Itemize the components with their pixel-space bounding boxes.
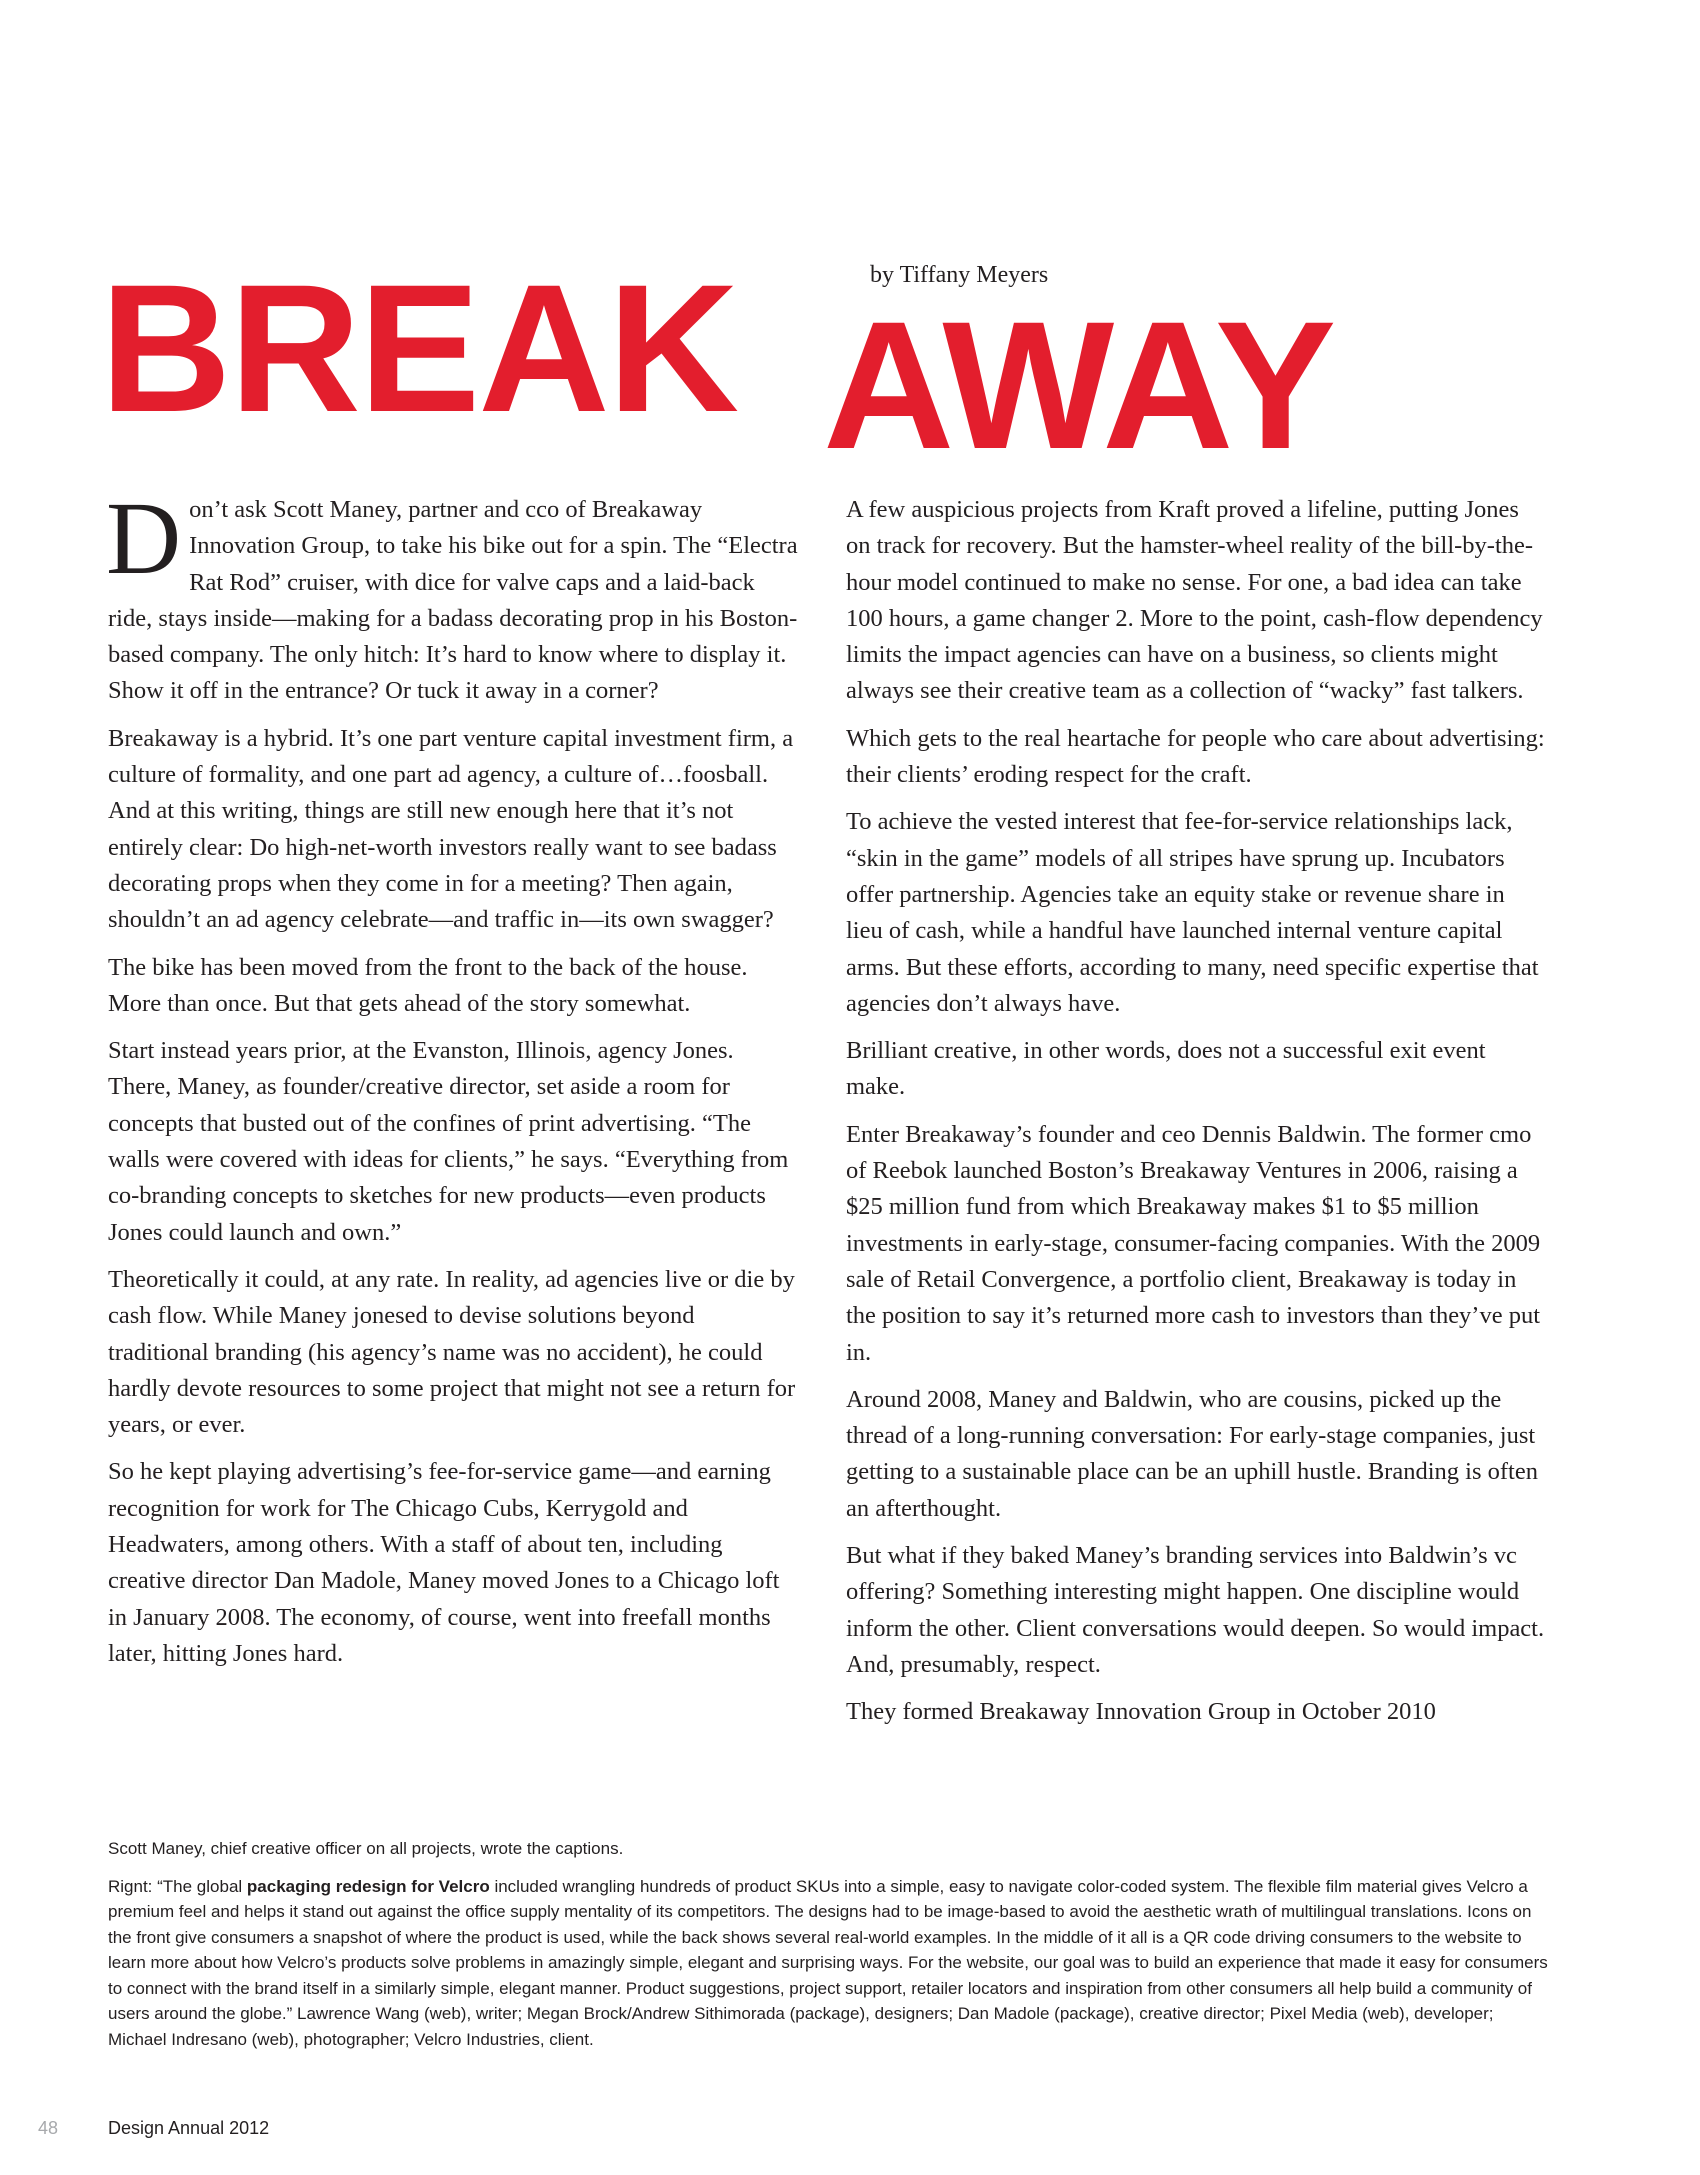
caption-block xyxy=(108,1836,1548,2064)
publication-name: Design Annual 2012 xyxy=(108,2118,270,2138)
caption-velcro xyxy=(108,1874,1548,2053)
article-paragraph xyxy=(106,481,798,710)
byline: by Tiffany Meyers xyxy=(870,262,1049,288)
headline-away: AWAY xyxy=(823,283,1335,487)
page-number: 48 xyxy=(38,2118,59,2138)
article-paragraph: Which gets to the real heartache for people who care about advertising: their clients’ eroding respect for the craft. xyxy=(846,724,1545,789)
article-left-column xyxy=(106,481,798,1683)
article-paragraph: They formed Breakaway Innovation Group in October 2010 xyxy=(846,1698,1436,1726)
article-paragraph: The bike has been moved from the front to the back of the house. More than once. But that gets ahead of the story somewhat. xyxy=(108,953,748,1017)
caption-prefix: Rignt: “The global xyxy=(108,1876,247,1896)
article-paragraph: Breakaway is a hybrid. It’s one part venture capital investment firm, a culture of formality, and one part ad agency, a culture of…foosball. And at this writing, things are still new enough here that it’s not entirely clear: Do high-net-worth investors really want to see badass decorating props when they come in for a meeting? Then again, shouldn’t an ad agency celebrate—and traffic in—its own swagger? xyxy=(108,724,794,934)
article-paragraph: A few auspicious projects from Kraft proved a lifeline, putting Jones on track for recovery. But the hamster-wheel reality of the bill-by-the-hour model continued to make no sense. For one, a bad idea can take 100 hours, a game changer 2. More to the point, cash-flow dependency limits the impact agencies can have on a business, so clients might always see their creative team as a collection of “wacky” fast talkers. xyxy=(846,496,1543,705)
article-paragraph: Start instead years prior, at the Evanston, Illinois, agency Jones. There, Maney, as founder/creative director, set aside a room for concepts that busted out of the confines of print advertising. “The walls were covered with ideas for clients,” he says. “Everything from co-branding concepts to sketches for new products—even products Jones could launch and own.” xyxy=(108,1037,789,1246)
article-paragraph: Brilliant creative, in other words, does not a successful exit event make. xyxy=(846,1037,1486,1101)
article-paragraph: To achieve the vested interest that fee-for-service relationships lack, “skin in the game” models of all stripes have sprung up. Incubators offer partnership. Agencies take an equity stake or revenue share in lieu of cash, while a handful have launched internal venture capital arms. But these efforts, according to many, need specific expertise that agencies don’t always have. xyxy=(846,808,1539,1017)
article-paragraph: Theoretically it could, at any rate. In reality, ad agencies live or die by cash flow. While Maney jonesed to devise solutions beyond traditional branding (his agency’s name was no accident), he could hardly devote resources to some project that might not see a return for years, or ever. xyxy=(108,1265,796,1439)
caption-body: included wrangling hundreds of product SKUs into a simple, easy to navigate color-coded system. The flexible film material gives Velcro a premium feel and helps it stand out against the office supply mentality of its competitors. The designs had to be image-based to avoid the aesthetic wrath of multilingual translations. Icons on the front give consumers a snapshot of where the product is used, while the back shows several real-world examples. In the middle of it all is a QR code driving consumers to the website to learn more about how Velcro’s products solve problems in amazingly simple, elegant and surprising ways. For the website, our goal was to build an experience that made it easy for consumers to connect with the brand itself in a similarly simple, elegant manner. Product suggestions, project support, retailer locators and inspiration from other consumers all help build a community of users around the globe.” Lawrence Wang (web), writer; Megan Brock/Andrew Sithimorada (package), designers; Dan Madole (package), creative director; Pixel Media (web), developer; Michael Indresano (web), photographer; Velcro Industries, client. xyxy=(108,1876,1548,2049)
article-right-column xyxy=(846,492,1546,1742)
article-paragraph-text: on’t ask Scott Maney, partner and cco of Breakaway Innovation Group, to take his bike out for a spin. The “Electra Rat Rod” cruiser, with dice for valve caps and a laid-back ride, stays inside—making for a badass decorating prop in his Boston-based company. The only hitch: It’s hard to know where to display it. Show it off in the entrance? Or tuck it away in a corner? xyxy=(108,496,798,705)
article-paragraph: But what if they baked Maney’s branding services into Baldwin’s vc offering? Something interesting might happen. One discipline would inform the other. Client conversations would deepen. So would impact. And, presumably, respect. xyxy=(846,1542,1545,1678)
article-paragraph: Around 2008, Maney and Baldwin, who are cousins, picked up the thread of a long-running conversation: For early-stage companies, just getting to a sustainable place can be an uphill hustle. Branding is often an afterthought. xyxy=(846,1385,1538,1522)
article-paragraph: So he kept playing advertising’s fee-for-service game—and earning recognition for work for The Chicago Cubs, Kerrygold and Headwaters, among others. With a staff of about ten, including creative director Dan Madole, Maney moved Jones to a Chicago loft in January 2008. The economy, of course, went into freefall months later, hitting Jones hard. xyxy=(108,1458,780,1667)
headline-break: BREAK xyxy=(100,246,738,450)
drop-cap: D xyxy=(106,481,182,596)
caption-highlight: packaging redesign for Velcro xyxy=(246,1876,490,1896)
article-paragraph: Enter Breakaway’s founder and ceo Dennis Baldwin. The former cmo of Reebok launched Boston’s Breakaway Ventures in 2006, raising a $25 million fund from which Breakaway makes $1 to $5 million investments in early-stage, consumer-facing companies. With the 2009 sale of Retail Convergence, a portfolio client, Breakaway is today in the position to say it’s returned more cash to investors than they’ve put in. xyxy=(846,1120,1541,1366)
caption-credit: Scott Maney, chief creative officer on all projects, wrote the captions. xyxy=(108,1839,624,1858)
